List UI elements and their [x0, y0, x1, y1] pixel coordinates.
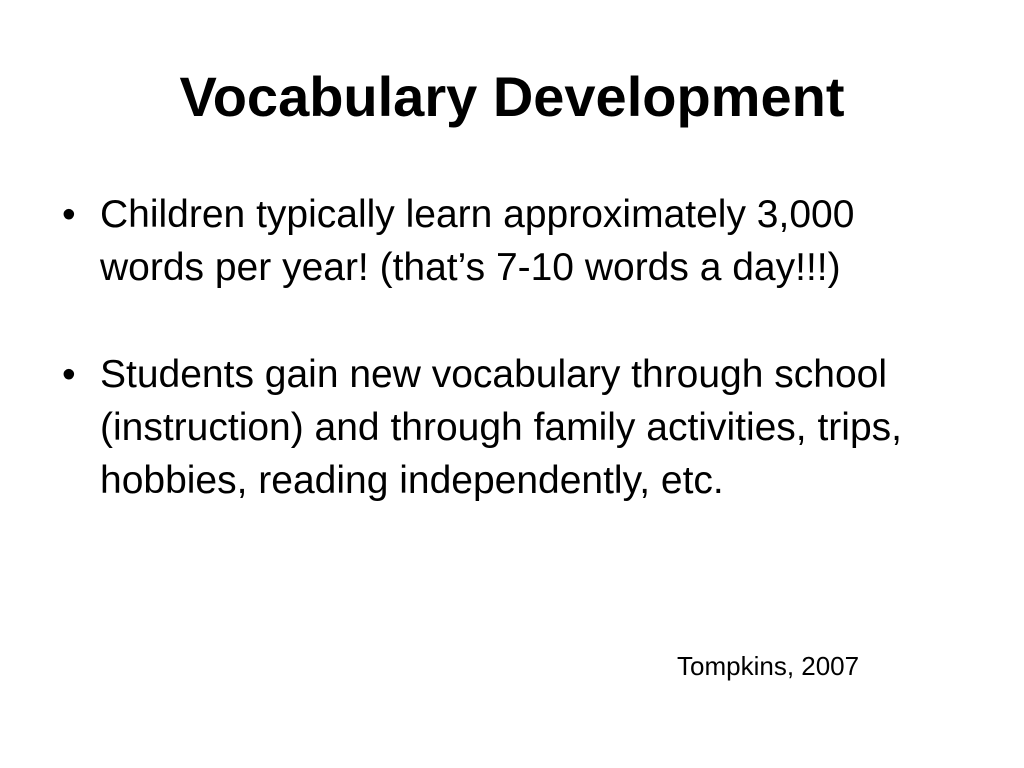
bullet-marker: •	[62, 193, 76, 236]
citation: Tompkins, 2007	[677, 651, 860, 681]
bullet-marker: •	[62, 353, 76, 396]
bullet-text: Children typically learn approximately 3,000 words per year! (that’s 7-10 words a day!!!)	[100, 193, 855, 289]
bullet-list	[62, 188, 962, 507]
bullet-item	[62, 188, 962, 294]
bullet-text: Students gain new vocabulary through school (instruction) and through family activities, trips, hobbies, reading independently, etc.	[100, 353, 902, 502]
bullet-item	[62, 348, 962, 507]
slide-title: Vocabulary Development	[179, 65, 845, 128]
